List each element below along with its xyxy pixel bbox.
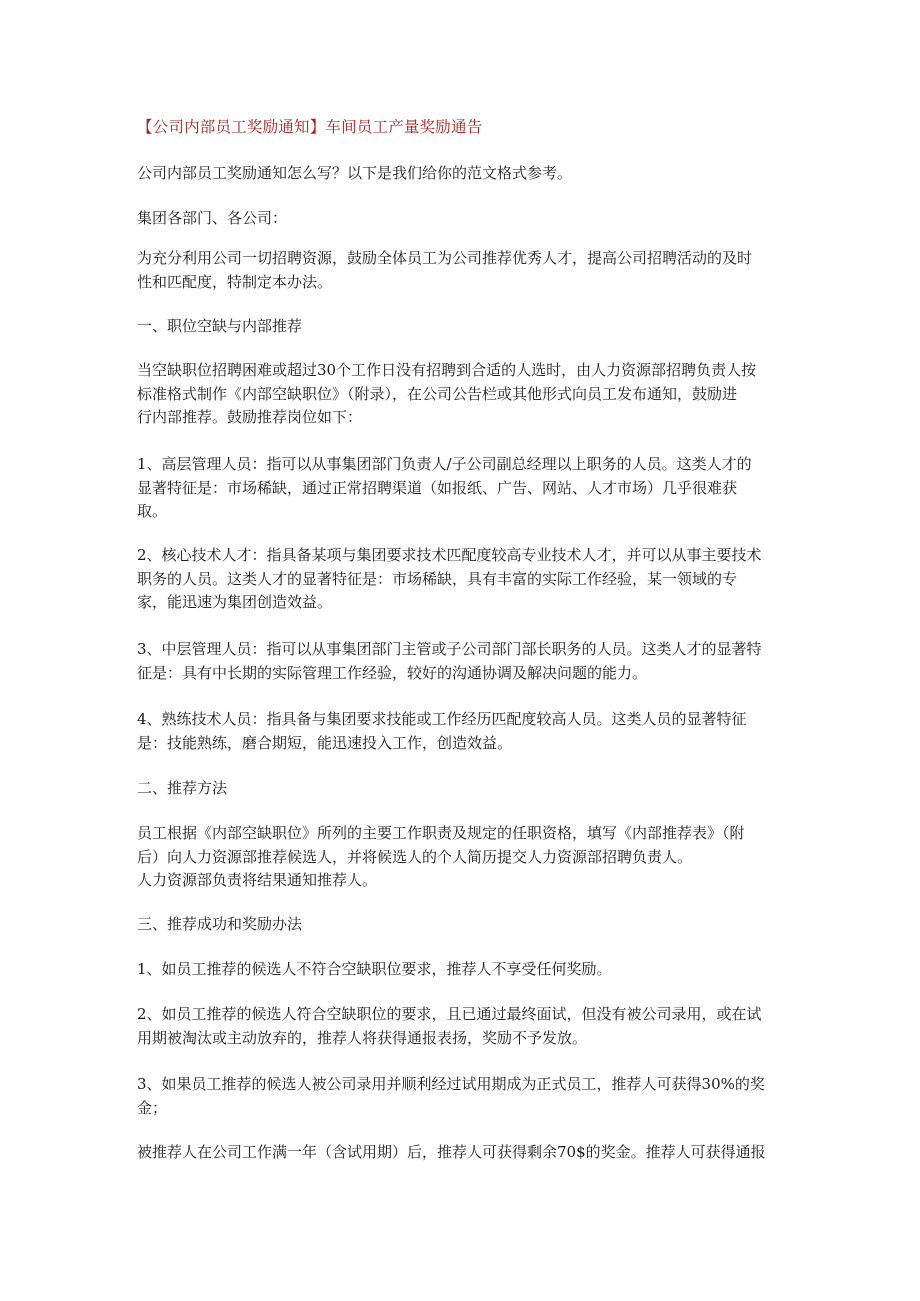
paragraph-line: 1、高层管理人员：指可以从事集团部门负责人/子公司副总经理以上职务的人员。这类人才的 xyxy=(137,455,752,473)
paragraph-line: 被推荐人在公司工作满一年（含试用期）后，推荐人可获得剩余70$的奖金。推荐人可获得通报 xyxy=(137,1143,766,1161)
paragraph-purpose xyxy=(137,247,787,294)
paragraph-line: 3、中层管理人员：指可以从事集团部门主管或子公司部门部长职务的人员。这类人才的显著特 xyxy=(137,640,762,658)
paragraph-line: 后）向人力资源部推荐候选人，并将候选人的个人简历提交人力资源部招聘负责人。 xyxy=(137,847,693,866)
paragraph-line: 三、推荐成功和奖励办法 xyxy=(137,915,303,933)
section-3-heading xyxy=(137,913,787,937)
paragraph-line: 公司内部员工奖励通知怎么写？以下是我们给你的范文格式参考。 xyxy=(137,164,573,182)
paragraph-line: 金； xyxy=(137,1098,168,1117)
paragraph-line: 是：技能熟练，磨合期短，能迅速投入工作，创造效益。 xyxy=(137,733,513,752)
paragraph-item-1-2 xyxy=(137,544,787,615)
paragraph-item-1-4 xyxy=(137,708,787,755)
paragraph-line: 人力资源部负责将结果通知推荐人。 xyxy=(137,871,378,889)
paragraph-line: 3、如果员工推荐的候选人被公司录用并顺利经过试用期成为正式员工，推荐人可获得30%的奖 xyxy=(137,1075,765,1093)
paragraph-item-3-3-continued xyxy=(137,1141,787,1165)
paragraph-salutation xyxy=(137,207,787,231)
paragraph-section-2-body xyxy=(137,822,787,893)
paragraph-line: 员工根据《内部空缺职位》所列的主要工作职责及规定的任职资格，填写《内部推荐表》（附 xyxy=(137,824,745,842)
paragraph-line: 行内部推荐。鼓励推荐岗位如下： xyxy=(137,408,363,426)
paragraph-line: 集团各部门、各公司： xyxy=(137,209,288,227)
paragraph-line: 2、如员工推荐的候选人符合空缺职位的要求，且已通过最终面试，但没有被公司录用，或在试 xyxy=(137,1005,762,1023)
paragraph-line: 性和匹配度，特制定本办法。 xyxy=(137,272,333,291)
section-1-heading xyxy=(137,315,787,339)
paragraph-item-1-3 xyxy=(137,638,787,685)
paragraph-item-3-3 xyxy=(137,1073,787,1120)
paragraph-line: 显著特征是：市场稀缺，通过正常招聘渠道（如报纸、广告、网站、人才市场）几乎很难获 xyxy=(137,478,738,497)
paragraph-line: 当空缺职位招聘困难或超过30个工作日没有招聘到合适的人选时，由人力资源部招聘负责人按 xyxy=(137,361,757,379)
paragraph-line: 2、核心技术人才：指具备某项与集团要求技术匹配度较高专业技术人才，并可以从事主要技术 xyxy=(137,546,762,564)
paragraph-line: 取。 xyxy=(137,502,168,520)
paragraph-line: 4、熟练技术人员：指具备与集团要求技能或工作经历匹配度较高人员。这类人员的显著特征 xyxy=(137,710,747,728)
paragraph-line: 职务的人员。这类人才的显著特征是：市场稀缺，具有丰富的实际工作经验，某一领域的专 xyxy=(137,569,738,588)
section-2-heading xyxy=(137,777,787,801)
paragraph-section-1-body xyxy=(137,359,787,430)
paragraph-item-3-2 xyxy=(137,1003,787,1050)
paragraph-line: 1、如员工推荐的候选人不符合空缺职位要求，推荐人不享受任何奖励。 xyxy=(137,960,612,978)
paragraph-intro xyxy=(137,162,787,186)
paragraph-line: 为充分利用公司一切招聘资源，鼓励全体员工为公司推荐优秀人才，提高公司招聘活动的及时 xyxy=(137,249,753,267)
paragraph-line: 家，能迅速为集团创造效益。 xyxy=(137,593,333,611)
document-title: 【公司内部员工奖励通知】车间员工产量奖励通告 xyxy=(137,118,483,136)
paragraph-line: 二、推荐方法 xyxy=(137,779,228,797)
paragraph-line: 标准格式制作《内部空缺职位》（附录），在公司公告栏或其他形式向员工发布通知，鼓励进 xyxy=(137,384,738,403)
paragraph-line: 征是：具有中长期的实际管理工作经验，较好的沟通协调及解决问题的能力。 xyxy=(137,663,648,682)
paragraph-line: 用期被淘汰或主动放弃的，推荐人将获得通报表扬，奖励不予发放。 xyxy=(137,1028,588,1047)
paragraph-item-3-1 xyxy=(137,958,787,982)
paragraph-item-1-1 xyxy=(137,453,787,524)
paragraph-line: 一、职位空缺与内部推荐 xyxy=(137,317,303,335)
